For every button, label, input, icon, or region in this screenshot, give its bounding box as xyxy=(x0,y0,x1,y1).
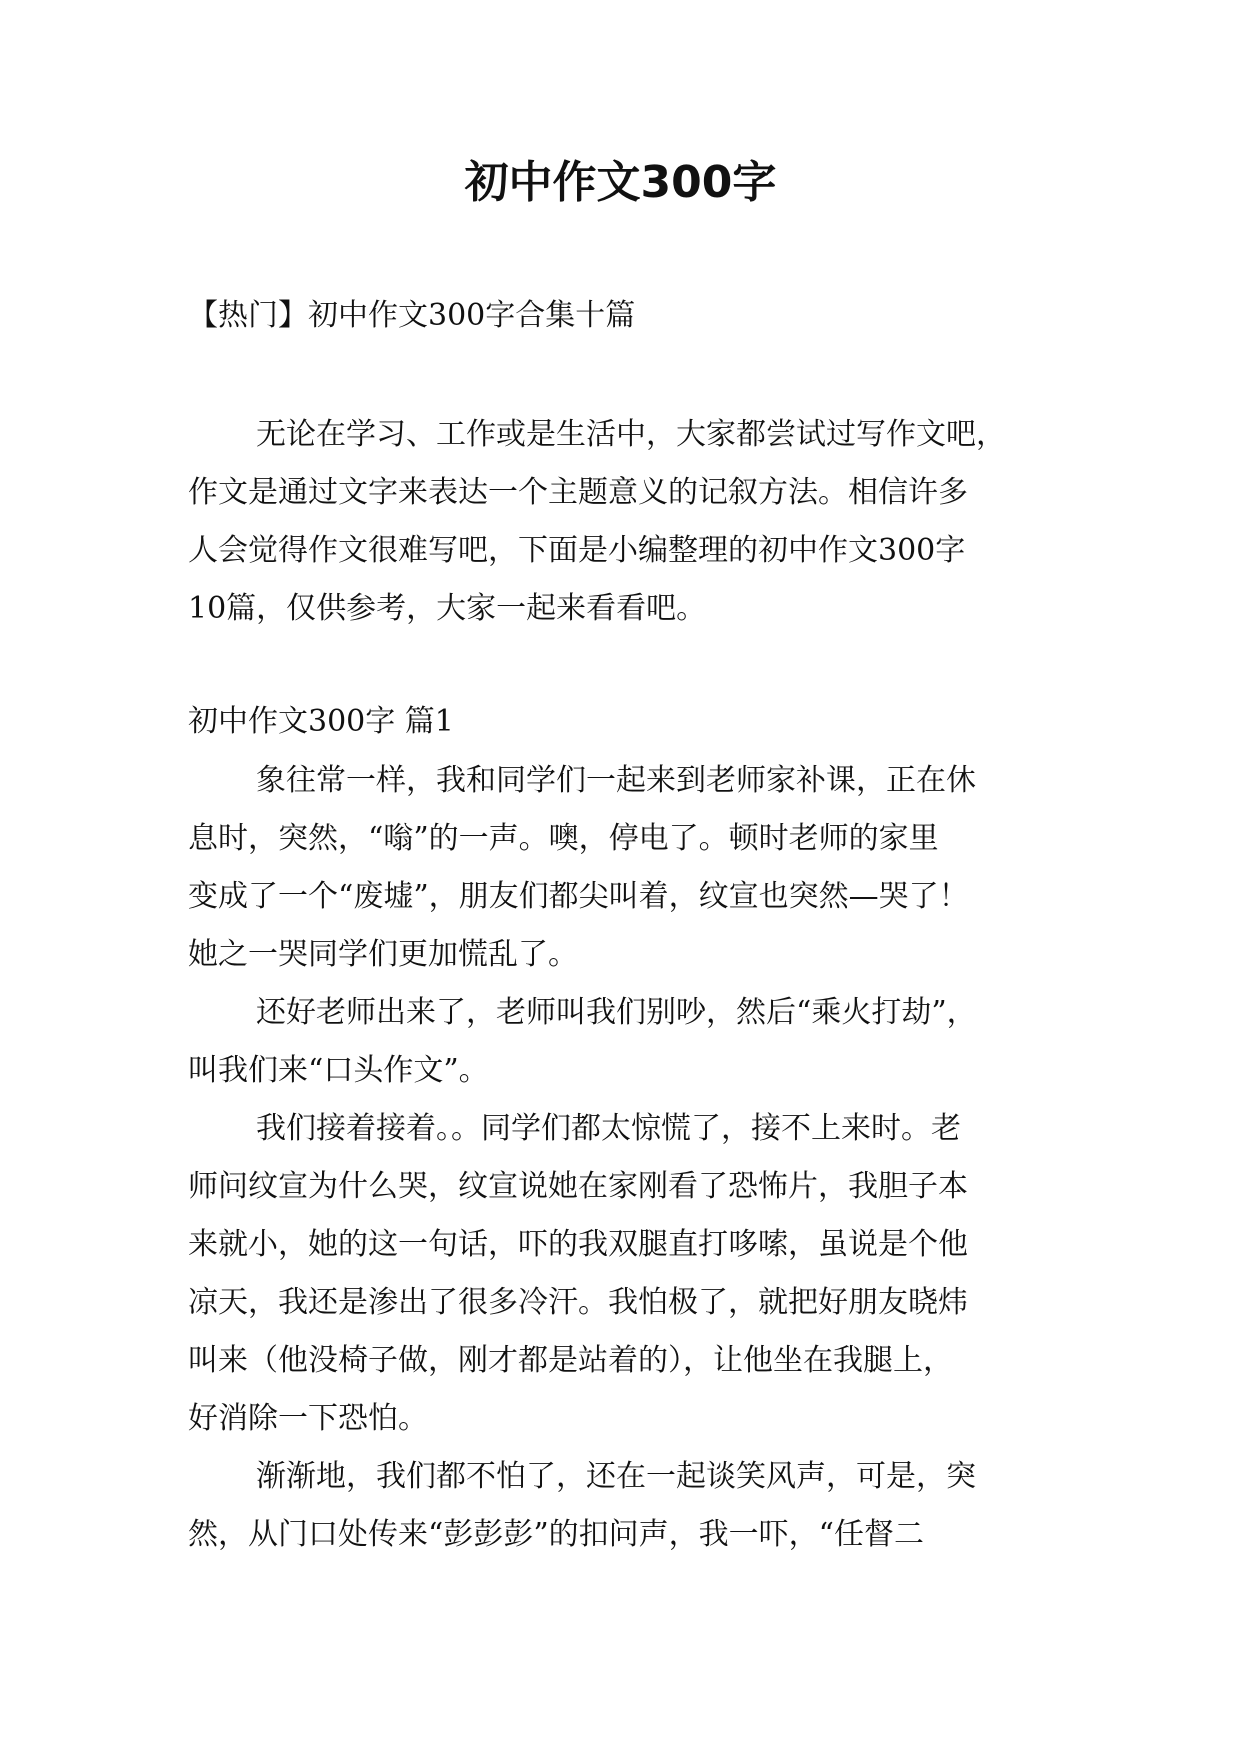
body-line: 叫我们来“口头作文”。 xyxy=(188,1053,489,1088)
intro-paragraph xyxy=(188,406,1068,638)
intro-line: 10篇，仅供参考，大家一起来看看吧。 xyxy=(188,591,707,626)
body-line: 变成了一个“废墟”，朋友们都尖叫着，纹宣也突然—哭了！ xyxy=(188,879,969,914)
body-line: 好消除一下恐怕。 xyxy=(188,1401,428,1436)
essay-body xyxy=(188,752,1068,1564)
body-line: 渐渐地，我们都不怕了，还在一起谈笑风声，可是，突 xyxy=(256,1459,976,1494)
intro-line: 作文是通过文字来表达一个主题意义的记叙方法。相信许多 xyxy=(188,475,968,510)
section-heading: 初中作文300字 篇1 xyxy=(188,704,454,739)
intro-line: 无论在学习、工作或是生活中，大家都尝试过写作文吧， xyxy=(256,417,1006,452)
document-title: 初中作文300字 xyxy=(464,157,777,208)
body-line: 叫来（他没椅子做，刚才都是站着的），让他坐在我腿上， xyxy=(188,1343,953,1378)
body-line: 然，从门口处传来“彭彭彭”的扣问声，我一吓，“任督二 xyxy=(188,1517,925,1552)
intro-line: 人会觉得作文很难写吧，下面是小编整理的初中作文300字 xyxy=(188,533,966,568)
body-line: 还好老师出来了，老师叫我们别吵，然后“乘火打劫”， xyxy=(256,995,977,1030)
body-line: 来就小，她的这一句话，吓的我双腿直打哆嗦，虽说是个他 xyxy=(188,1227,968,1262)
body-line: 师问纹宣为什么哭，纹宣说她在家刚看了恐怖片，我胆子本 xyxy=(188,1169,968,1204)
document-subtitle: 【热门】初中作文300字合集十篇 xyxy=(188,298,636,333)
body-line: 我们接着接着。。同学们都太惊慌了，接不上来时。老 xyxy=(256,1111,961,1146)
body-line: 象往常一样，我和同学们一起来到老师家补课，正在休 xyxy=(256,763,976,798)
body-line: 息时，突然，“嗡”的一声。噢，停电了。顿时老师的家里 xyxy=(188,821,939,856)
body-line: 凉天，我还是渗出了很多冷汗。我怕极了，就把好朋友晓炜 xyxy=(188,1285,968,1320)
body-line: 她之一哭同学们更加慌乱了。 xyxy=(188,937,578,972)
